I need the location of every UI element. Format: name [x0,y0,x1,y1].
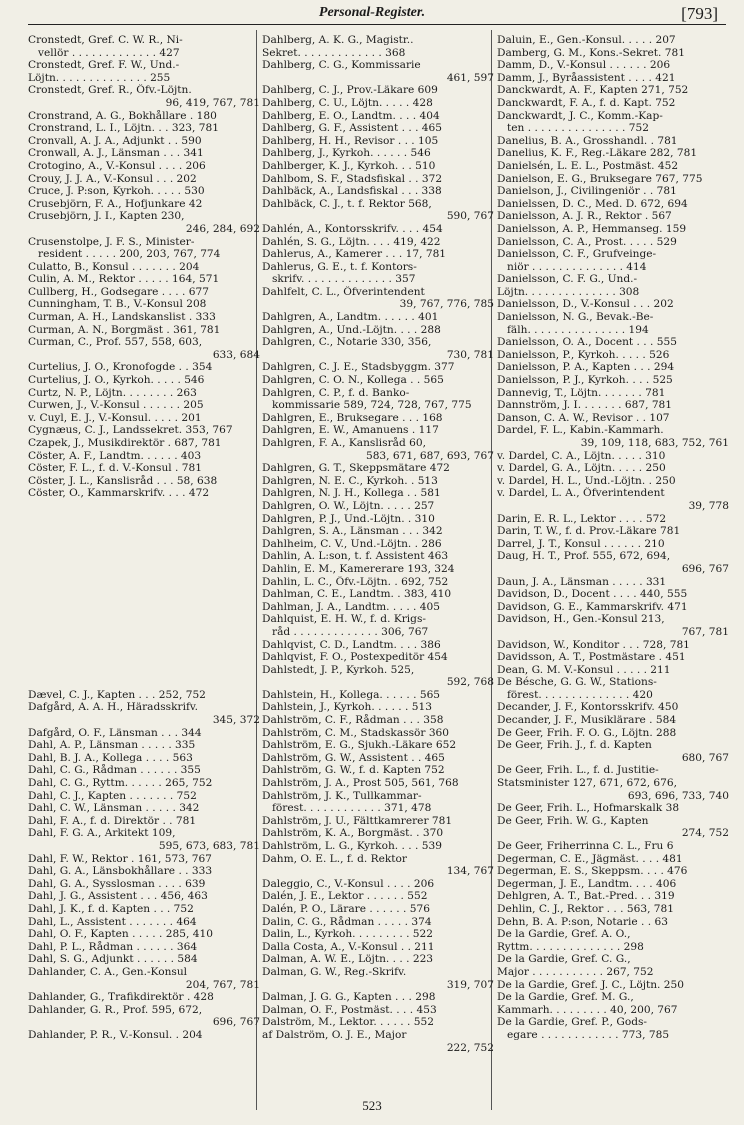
register-entry: Dahlgren, A., Und.-Löjtn. . . . 288 [262,323,441,336]
register-entry: De Geer, Frih. F. O. G., Löjtn. 288 [497,726,677,739]
register-entry: 595, 673, 683, 781 [158,840,260,852]
register-entry: Danckwardt, F. A., f. d. Kapt. 752 [497,96,676,109]
register-entry: v. Cuyl, E. J., V.-Konsul. . . . . 201 [28,411,202,424]
register-entry: Decander, J. F., Musiklärare . 584 [497,714,677,727]
register-entry: Dahlström, L. G., Kyrkoh. . . . 539 [262,840,442,852]
register-entry: Dahlberg, A. K. G., Magistr.. [262,34,414,46]
register-entry: Dahlström, G. W., f. d. Kapten 752 [262,764,445,777]
register-entry: resident . . . . . 200, 203, 767, 774 [38,248,221,261]
register-entry: 633, 684 [212,348,260,361]
register-entry: Crouy, J. J. A., V.-Konsul . . . 202 [28,172,197,185]
register-entry: Danielsson, P. A., Kapten . . . 294 [497,361,675,374]
blank-line [28,550,260,563]
blank-line [28,651,260,664]
register-column-1 [28,34,260,1042]
register-entry: Cronstedt, Gref. R., Öfv.-Löjtn. [28,84,192,97]
register-entry: Dahlgren, E., Bruksegare . . . 168 [262,411,443,424]
register-entry: Danielson, J., Civilingeniör . . 781 [497,185,677,198]
register-entry: Dahlberg, G. F., Assistent . . . 465 [262,122,443,135]
page-footer-number: 523 [362,1098,382,1113]
register-entry: Dahlbäck, A., Landsfiskal . . . 338 [262,185,442,198]
register-entry: Degerman, J. E., Landtm. . . . 406 [497,877,677,890]
register-entry: Dahl, F. A., f. d. Direktör . . 781 [28,814,197,827]
register-entry: Dahlström, K. A., Borgmäst. . 370 [262,827,444,840]
blank-line [28,500,260,513]
register-entry: De Bésche, G. G. W., Stations- [497,676,657,689]
register-entry: 345, 372 [212,714,260,727]
register-entry: Dahl, B. J. A., Kollega . . . . 563 [28,751,193,764]
register-column-3 [497,34,729,1042]
register-entry: Dahlström, C. F., Rådman . . . 358 [262,714,444,727]
register-entry: Dahl, L., Assistent . . . . . . . 464 [28,915,197,928]
register-entry: Dahlgren, A., Landtm. . . . . . 401 [262,311,439,324]
register-entry: Dalman, J. G. G., Kapten . . . 298 [262,991,436,1004]
register-entry: Dahlström, J. K., Tullkammar- [262,789,422,802]
register-entry: 696, 767 [681,562,729,575]
blank-line [28,626,260,639]
register-entry: Dahlström, G. W., Assistent . . 465 [262,751,445,764]
register-entry: Dahlgren, P. J., Und.-Löjtn. . 310 [262,512,435,525]
register-entry: Dahlgren, S. A., Länsman . . . 342 [262,525,443,538]
register-entry: Davidson, H., Gen.-Konsul 213, [497,613,665,626]
register-entry: Dardel, F. L., Kabin.-Kammarh. [497,424,664,437]
register-entry: Dahlberger, K. J., Kyrkoh. . . 510 [262,159,436,172]
register-entry: Dahlström, E. G., Sjukh.-Läkare 652 [262,739,457,752]
register-entry: Dalin, L., Kyrkoh. . . . . . . . . 522 [262,928,434,941]
register-entry: Dahlqvist, C. D., Landtm. . . . 386 [262,638,441,651]
register-entry: Dahlerus, G. E., t. f. Kontors- [262,260,417,273]
register-entry: Dahlstedt, J. P., Kyrkoh. 525, [262,663,415,676]
blank-line [28,601,260,614]
register-entry: Dalén, P. O., Lärare . . . . . . 576 [262,902,430,915]
register-entry: Löjtn. . . . . . . . . . . . . . 255 [28,71,171,84]
register-entry: Kammarh. . . . . . . . . 40, 200, 767 [497,1003,678,1016]
register-entry: Dahlgren, E. W., Amanuens . 117 [262,424,439,437]
register-entry: Statsminister 127, 671, 672, 676, [497,777,678,790]
register-entry: niör . . . . . . . . . . . . . . 414 [507,260,647,273]
register-entry: Dahlin, E. M., Kamererare 193, 324 [262,562,455,575]
register-entry: Danielsson, A. J. R., Rektor . 567 [497,210,672,223]
register-entry: Dalén, J. E., Lektor . . . . . . 552 [262,890,428,903]
register-entry: Dahlström, J. A., Prost 505, 561, 768 [262,777,459,790]
register-entry: Degerman, E. S., Skeppsm. . . . 476 [497,865,688,878]
register-entry: Dahl, C. G., Rådman . . . . . . 355 [28,764,201,777]
register-entry: Dahlerus, A., Kamerer . . . 17, 781 [262,248,447,261]
register-entry: 39, 767, 776, 785 [399,298,494,311]
register-entry: Dahl, F. W., Rektor . 161, 573, 767 [28,852,212,865]
register-entry: ten . . . . . . . . . . . . . . . 752 [507,122,649,135]
register-entry: Cullberg, H., Godsegare . . . . 677 [28,285,209,298]
register-entry: vellör . . . . . . . . . . . . . 427 [38,46,180,59]
register-entry: Dahlgren, C. P., f. d. Banko- [262,386,410,399]
register-entry: Dahlman, J. A., Landtm. . . . . 405 [262,600,441,613]
register-entry: Curman, A. N., Borgmäst . 361, 781 [28,323,221,336]
register-entry: Dafgård, A. A. H., Häradsskrifv. [28,701,198,714]
register-entry: Dahlgren, N. J. H., Kollega . . 581 [262,487,441,500]
register-entry: De Geer, Frih. J., f. d. Kapten [497,739,652,752]
register-entry: Dahlstein, H., Kollega. . . . . . 565 [262,688,441,701]
register-entry: Cronstrand, L. I., Löjtn. . . 323, 781 [28,122,219,135]
register-entry: De Geer, Friherrinna C. L., Fru 6 [497,840,674,852]
page-header [0,0,744,30]
register-entry: Daleggio, C., V.-Konsul . . . . 206 [262,877,435,890]
register-entry: 767, 781 [681,625,729,638]
register-entry: Dehlin, C. J., Rektor . . . 563, 781 [497,902,675,915]
register-entry: Degerman, C. E., Jägmäst. . . . 481 [497,852,683,865]
register-entry: Dalman, A. W. E., Löjtn. . . . 223 [262,953,434,966]
register-entry: Cronstrand, A. G., Bokhållare . 180 [28,109,217,122]
register-entry: Crusebjörn, J. I., Kapten 230, [28,210,185,223]
register-entry: De la Gardie, Gref. J. C., Löjtn. 250 [497,978,685,991]
register-entry: Dahlin, A. L:son, t. f. Assistent 463 [262,550,449,563]
register-entry: Danielsson, C. F. G., Und.- [497,273,638,286]
register-entry: 583, 671, 687, 693, 767 [365,449,494,462]
blank-line [28,588,260,601]
register-entry: Dannevig, T., Löjtn. . . . . . . 781 [497,386,666,399]
register-entry: Dahlbom, S. F., Stadsfiskal . . 372 [262,172,443,185]
register-entry: 730, 781 [446,348,494,361]
register-column-2 [262,34,494,1054]
register-entry: Darin, E. R. L., Lektor . . . . 572 [497,512,667,525]
register-entry: 592, 768 [446,676,494,689]
register-entry: Curtelius, J. O., Kyrkoh. . . . . 546 [28,374,205,387]
register-entry: Dalman, G. W., Reg.-Skrifv. [262,965,407,978]
register-entry: 39, 778 [688,499,729,512]
register-entry: Curtelius, J. O., Kronofogde . . 354 [28,361,213,374]
register-entry: Danelius, K. F., Reg.-Läkare 282, 781 [497,147,698,160]
register-entry: 319, 707 [446,978,494,991]
register-entry: Danielsson, C. F., Grufveinge- [497,248,657,261]
blank-line [28,676,260,689]
register-entry: af Dalström, O. J. E., Major [262,1028,407,1041]
register-entry: Daun, J. A., Länsman . . . . . 331 [497,575,667,588]
register-entry: Crusenstolpe, J. F. S., Minister- [28,235,195,248]
register-entry: De Geer, Frih. L., Hofmarskalk 38 [497,802,680,815]
register-entry: Dahlberg, J., Kyrkoh. . . . . . 546 [262,147,431,160]
register-entry: Dahlander, C. A., Gen.-Konsul [28,965,188,978]
register-entry: 222, 752 [446,1041,494,1054]
register-entry: Sekret. . . . . . . . . . . . . 368 [262,46,406,59]
register-entry: Crotogino, A., V.-Konsul . . . . 206 [28,159,206,172]
register-entry: Dahl, C. J., Kapten . . . . . . . 752 [28,789,197,802]
register-entry: Dahlberg, H. H., Revisor . . . 105 [262,134,439,147]
register-entry: Danielsson, A. P., Hemmanseg. 159 [497,222,687,235]
register-entry: 39, 109, 118, 683, 752, 761 [580,437,729,449]
register-entry: Daluin, E., Gen.-Konsul. . . . . 207 [497,34,676,46]
register-entry: Dahl, F. G. A., Arkitekt 109, [28,827,176,840]
register-entry: Dahlgren, N. E. C., Kyrkoh. . 513 [262,474,438,487]
register-entry: Cöster, J. L., Kanslisråd . . . 58, 638 [28,474,218,487]
register-entry: Dahlgren, G. T., Skeppsmätare 472 [262,462,450,475]
register-entry: v. Dardel, H. L., Und.-Löjtn. . 250 [497,474,676,487]
register-entry: förest. . . . . . . . . . . . . . 420 [507,688,653,701]
register-entry: Dahl, C. G., Ryttm. . . . . . 265, 752 [28,777,213,790]
register-entry: Danielsson, D., V.-Konsul . . . 202 [497,298,674,311]
register-entry: fälh. . . . . . . . . . . . . . . 194 [507,323,649,336]
register-entry: 134, 767 [446,865,494,878]
register-entry: Cygnæus, C. J., Landssekret. 353, 767 [28,424,233,437]
register-entry: Curman, A. H., Landskanslist . 333 [28,311,216,324]
register-entry: De la Gardie, Gref. C. G., [497,953,631,966]
blank-line [28,563,260,576]
register-entry: Damm, D., V.-Konsul . . . . . . 206 [497,59,671,72]
register-entry: Dahl, P. L., Rådman . . . . . . 364 [28,940,198,953]
register-entry: Dalin, C. G., Rådman . . . . . 374 [262,915,432,928]
register-entry: 96, 419, 767, 781 [165,96,260,109]
register-entry: Curtz, N. P., Löjtn. . . . . . . . 263 [28,386,197,399]
register-entry: Danielsson, P. J., Kyrkoh. . . . 525 [497,374,673,387]
register-entry: Dahlander, G. R., Prof. 595, 672, [28,1003,203,1016]
blank-line [28,525,260,538]
blank-line [28,576,260,589]
register-entry: v. Dardel, L. A., Öfverintendent [497,487,665,500]
header-rule [28,24,726,25]
register-entry: 246, 284, 692 [185,222,260,235]
register-entry: Danielson, E. G., Bruksegare 767, 775 [497,172,703,185]
register-entry: skrifv. . . . . . . . . . . . . . 357 [272,273,416,286]
register-entry: Dahm, O. E. L., f. d. Rektor [262,852,407,865]
register-entry: Davidson, G. E., Kammarskrifv. 471 [497,600,688,613]
blank-line [28,613,260,626]
register-entry: Davidsson, A. T., Postmästare . 451 [497,651,686,664]
register-entry: Dahl, S. G., Adjunkt . . . . . . 584 [28,953,198,966]
register-entry: Dahl, G. A., Sysslosman . . . . 639 [28,877,206,890]
register-entry: Dahlgren, F. A., Kanslisråd 60, [262,437,426,449]
register-entry: Dahlheim, C. V., Und.-Löjtn. . 286 [262,537,442,550]
register-entry: 590, 767 [446,210,494,223]
register-entry: Dalman, O. F., Postmäst. . . . 453 [262,1003,437,1016]
register-entry: Cöster, O., Kammarskrifv. . . . 472 [28,487,210,500]
blank-line [28,513,260,526]
page-title: Personal-Register. [318,5,426,20]
register-entry: Damm, J., Byråassistent . . . . 421 [497,71,676,84]
register-entry: Cronvall, A. J. A., Adjunkt . . 590 [28,134,202,147]
register-entry: Dahlgren, O. W., Löjtn. . . . . 257 [262,499,435,512]
header-page-number: [793] [681,4,718,23]
register-entry: Dahlén, A., Kontorsskrifv. . . . 454 [262,222,443,235]
register-entry: Danielsson, C. A., Prost. . . . . 529 [497,235,677,248]
register-entry: Dahlberg, C. U., Löjtn. . . . . 428 [262,96,433,109]
register-entry: Dahlberg, E. O., Landtm. . . . 404 [262,109,440,122]
register-entry: Dahlgren, C. J. E., Stadsbyggm. 377 [262,361,455,374]
register-entry: råd . . . . . . . . . . . . . 306, 767 [272,625,429,638]
register-entry: Dahl, J. K., f. d. Kapten . . . 752 [28,902,194,915]
register-entry: Danson, C. A. W., Revisor . . 107 [497,411,670,424]
register-entry: Darrel, J. T., Konsul . . . . . . 210 [497,537,665,550]
register-entry: Danielsson, N. G., Bevak.-Be- [497,311,654,324]
register-entry: Dævel, C. J., Kapten . . . 252, 752 [28,688,206,701]
register-entry: Decander, J. F., Kontorsskrifv. 450 [497,701,679,714]
register-entry: v. Dardel, C. A., Löjtn. . . . . 310 [497,449,666,462]
register-entry: Cronstedt, Gref. C. W. R., Ni- [28,34,183,46]
register-entry: 204, 767, 781 [185,978,260,991]
register-entry: Dalström, M., Lektor. . . . . . 552 [262,1016,434,1029]
register-entry: egare . . . . . . . . . . . . 773, 785 [507,1028,670,1041]
register-entry: Dahlander, P. R., V.-Konsul. . 204 [28,1028,203,1041]
register-entry: Dahlqvist, F. O., Postexpeditör 454 [262,651,448,664]
register-entry: Dahl, C. W., Länsman . . . . . 342 [28,802,200,815]
register-entry: Darin, T. W., f. d. Prov.-Läkare 781 [497,525,681,538]
blank-line [28,664,260,677]
register-entry: De Geer, Frih. L., f. d. Justitie- [497,764,659,777]
register-entry: Dahlfelt, C. L., Öfverintendent [262,285,425,298]
register-entry: Dahlin, L. C., Öfv.-Löjtn. . 692, 752 [262,575,449,588]
register-entry: kommissarie 589, 724, 728, 767, 775 [272,399,472,412]
register-entry: Dalla Costa, A., V.-Konsul . . 211 [262,940,435,953]
register-entry: Davidson, W., Konditor . . . 728, 781 [497,638,690,651]
register-entry: Danielsson, O. A., Docent . . . 555 [497,336,677,349]
register-entry: Dean, G. M. V.-Konsul . . . . . 211 [497,663,671,676]
blank-line [28,639,260,652]
register-entry: Culatto, B., Konsul . . . . . . . 204 [28,260,200,273]
register-entry: Curwen, J., V.-Konsul . . . . . . 205 [28,399,204,412]
register-entry: Major . . . . . . . . . . . 267, 752 [497,965,654,978]
register-entry: Dahl, O. F., Kapten . . . . . 285, 410 [28,928,213,941]
register-entry: Crusebjörn, F. A., Hofjunkare 42 [28,197,203,210]
register-entry: Danelius, B. A., Grosshandl. . 781 [497,134,678,147]
register-entry: Dahlberg, C. J., Prov.-Läkare 609 [262,84,438,97]
register-entry: Ryttm. . . . . . . . . . . . . . 298 [497,940,644,953]
register-entry: Dehlgren, A. T., Bat.-Pred. . . 319 [497,890,675,903]
register-entry: Dahlman, C. E., Landtm. . 383, 410 [262,588,452,601]
register-entry: Cronwall, A. J., Länsman . . . 341 [28,147,204,160]
register-entry: Danielssen, D. C., Med. D. 672, 694 [497,197,688,210]
register-entry: Davidson, D., Docent . . . . 440, 555 [497,588,688,601]
register-entry: Dahlström, J. U., Fälttkamrerer 781 [262,814,453,827]
register-entry: De Geer, Frih. W. G., Kapten [497,814,649,827]
register-entry: 461, 597 [446,71,494,84]
register-entry: De la Gardie, Gref. M. G., [497,991,634,1004]
register-entry: Dahlén, S. G., Löjtn. . . . 419, 422 [262,235,441,248]
register-entry: Dahlstein, J., Kyrkoh. . . . . . 513 [262,701,432,714]
register-entry: v. Dardel, G. A., Löjtn. . . . . 250 [497,462,666,475]
register-entry: Dahlbäck, C. J., t. f. Rektor 568, [262,197,432,210]
register-entry: Dahlgren, C. O. N., Kollega . . 565 [262,374,444,387]
register-entry: Culin, A. M., Rektor . . . . . 164, 571 [28,273,220,286]
register-entry: Dannström, J. I. . . . . . . 687, 781 [497,399,673,412]
register-entry: Curman, C., Prof. 557, 558, 603, [28,336,203,349]
register-entry: Danielsson, P., Kyrkoh. . . . . 526 [497,348,670,361]
register-entry: Dahl, J. G., Assistent . . . 456, 463 [28,890,208,903]
register-entry: Daug, H. T., Prof. 555, 672, 694, [497,550,671,563]
register-entry: 693, 696, 733, 740 [627,789,729,802]
register-entry: Dahlander, G., Trafikdirektör . 428 [28,991,214,1004]
register-entry: Danielsén, L. E. L., Postmäst. 452 [497,159,679,172]
register-entry: Cunningham, T. B., V.-Konsul 208 [28,298,207,311]
register-entry: Dahlgren, C., Notarie 330, 356, [262,336,432,349]
register-entry: Dahlberg, C. G., Kommissarie [262,59,421,72]
register-entry: Cruce, J. P:son, Kyrkoh. . . . . 530 [28,185,205,198]
register-entry: Dehn, B. A. P:son, Notarie . . 63 [497,915,668,928]
register-entry: Cronstedt, Gref. F. W., Und.- [28,59,180,72]
register-entry: Dahl, A. P., Länsman . . . . . 335 [28,739,196,752]
register-entry: Cöster, A. F., Landtm. . . . . . 403 [28,449,202,462]
register-entry: Löjtn. . . . . . . . . . . . . . 308 [497,285,640,298]
register-entry: 274, 752 [681,827,729,840]
register-entry: De la Gardie, Gref. A. O., [497,928,631,941]
register-entry: 696, 767 [212,1016,260,1029]
register-entry: 680, 767 [681,751,729,764]
register-entry: Danckwardt, J. C., Komm.-Kap- [497,109,663,122]
register-entry: förest. . . . . . . . . . . . 371, 478 [272,802,432,815]
register-entry: Cöster, F. L., f. d. V.-Konsul . 781 [28,462,202,475]
blank-line [28,538,260,551]
register-entry: Dahlström, C. M., Stadskassör 360 [262,726,450,739]
register-entry: Damberg, G. M., Kons.-Sekret. 781 [497,46,685,59]
register-entry: De la Gardie, Gref. P., Gods- [497,1016,648,1029]
register-entry: Dafgård, O. F., Länsman . . . 344 [28,726,202,739]
register-entry: Dahl, G. A., Länsbokhållare . . 333 [28,865,213,878]
register-entry: Czapek, J., Musikdirektör . 687, 781 [28,437,222,449]
register-entry: Dahlquist, E. H. W., f. d. Krigs- [262,613,426,626]
register-entry: Danckwardt, A. F., Kapten 271, 752 [497,84,689,97]
